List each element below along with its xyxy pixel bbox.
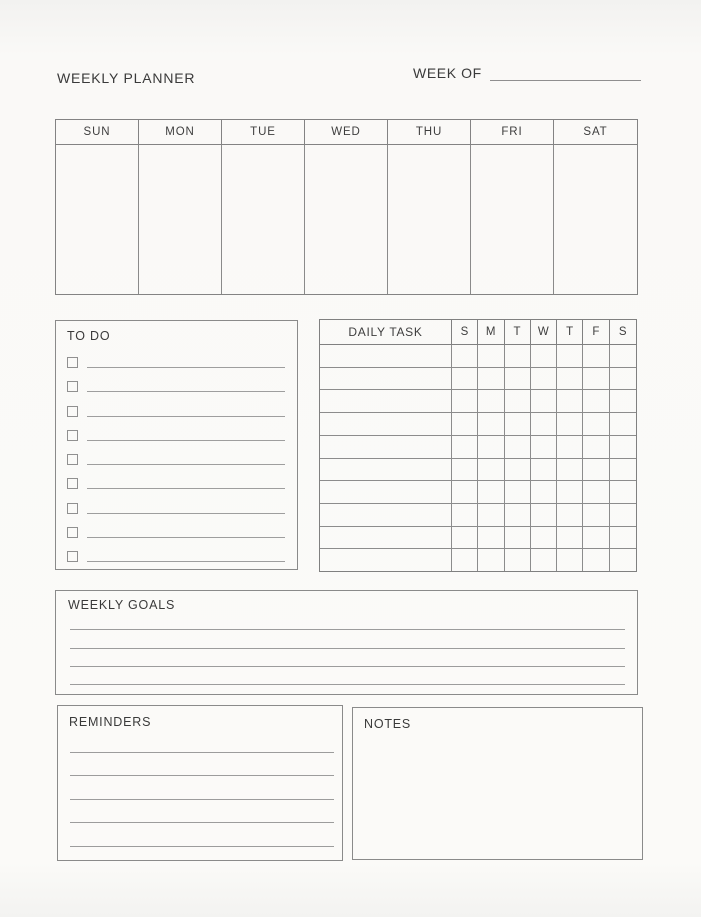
todo-checkbox[interactable]: [67, 551, 78, 562]
write-line[interactable]: [70, 776, 334, 800]
daily-task-day-cell[interactable]: [583, 504, 609, 526]
daily-task-day-cell[interactable]: [452, 345, 478, 367]
daily-task-day-cell[interactable]: [505, 481, 531, 503]
daily-task-day-cell[interactable]: [478, 459, 504, 481]
daily-task-row[interactable]: [320, 436, 636, 459]
daily-task-name-cell[interactable]: [320, 459, 452, 481]
todo-write-line[interactable]: [87, 537, 285, 538]
daily-task-day-cell[interactable]: [610, 527, 636, 549]
day-header-fri: FRI: [471, 120, 554, 144]
daily-task-day-cell[interactable]: [610, 345, 636, 367]
daily-task-day-cell[interactable]: [478, 527, 504, 549]
daily-task-name-cell[interactable]: [320, 436, 452, 458]
todo-item-row[interactable]: [56, 466, 297, 490]
daily-task-name-cell[interactable]: [320, 481, 452, 503]
write-line[interactable]: [70, 800, 334, 824]
daily-task-day-cell[interactable]: [610, 481, 636, 503]
daily-task-day-cell[interactable]: [531, 368, 557, 390]
day-initial-sat: S: [618, 326, 627, 338]
todo-write-line[interactable]: [87, 561, 285, 562]
todo-write-line[interactable]: [87, 513, 285, 514]
reminders-lines: [70, 729, 334, 847]
daily-task-day-cell[interactable]: [531, 527, 557, 549]
daily-task-day-cell[interactable]: [505, 413, 531, 435]
daily-task-day-cell[interactable]: [557, 504, 583, 526]
daily-task-day-cell[interactable]: [531, 549, 557, 571]
daily-task-name-cell[interactable]: [320, 504, 452, 526]
weekly-goals-heading: WEEKLY GOALS: [68, 598, 176, 612]
day-cell-fri[interactable]: [471, 145, 554, 294]
daily-task-body: [320, 345, 636, 571]
daily-task-day-cell[interactable]: [478, 368, 504, 390]
todo-write-line[interactable]: [87, 391, 285, 392]
todo-checkbox[interactable]: [67, 478, 78, 489]
daily-task-day-cell[interactable]: [478, 436, 504, 458]
day-header-tue: TUE: [222, 120, 305, 144]
daily-task-day-cell[interactable]: [531, 481, 557, 503]
daily-task-day-cell[interactable]: [557, 390, 583, 412]
daily-task-day-cell[interactable]: [583, 368, 609, 390]
daily-task-day-cell[interactable]: [452, 504, 478, 526]
daily-task-row[interactable]: [320, 549, 636, 571]
write-line[interactable]: [70, 612, 625, 630]
daily-task-day-cell[interactable]: [452, 549, 478, 571]
day-cell-sat[interactable]: [554, 145, 637, 294]
daily-task-day-cell[interactable]: [505, 549, 531, 571]
todo-write-line[interactable]: [87, 440, 285, 441]
daily-task-day-cell[interactable]: [531, 459, 557, 481]
daily-task-day-cell[interactable]: [610, 413, 636, 435]
daily-task-day-cell[interactable]: [478, 413, 504, 435]
daily-task-header: [320, 320, 636, 345]
daily-task-day-cell[interactable]: [610, 549, 636, 571]
daily-task-day-cell[interactable]: [505, 345, 531, 367]
day-cell-sun[interactable]: [56, 145, 139, 294]
daily-task-day-cell[interactable]: [557, 368, 583, 390]
daily-task-day-cell[interactable]: [610, 390, 636, 412]
day-cell-mon[interactable]: [139, 145, 222, 294]
page-title: WEEKLY PLANNER: [57, 70, 196, 86]
daily-task-day-cell[interactable]: [452, 390, 478, 412]
daily-task-day-cell[interactable]: [557, 413, 583, 435]
write-line[interactable]: [70, 823, 334, 847]
daily-task-day-cell[interactable]: [505, 368, 531, 390]
todo-item-row[interactable]: [56, 393, 297, 417]
daily-task-day-cell[interactable]: [478, 549, 504, 571]
day-initial-wed: W: [531, 320, 557, 344]
day-header-sun: SUN: [56, 120, 139, 144]
daily-task-name-cell[interactable]: [320, 390, 452, 412]
daily-task-day-cell[interactable]: [610, 504, 636, 526]
daily-task-name-cell[interactable]: [320, 368, 452, 390]
todo-write-line[interactable]: [87, 488, 285, 489]
daily-task-day-cell[interactable]: [583, 345, 609, 367]
day-cell-thu[interactable]: [388, 145, 471, 294]
daily-task-name-cell[interactable]: [320, 527, 452, 549]
daily-task-day-cell[interactable]: [583, 481, 609, 503]
day-initial-sun: S: [452, 320, 478, 344]
day-header-thu: THU: [388, 120, 471, 144]
daily-task-day-cell[interactable]: [557, 436, 583, 458]
todo-item-row[interactable]: [56, 345, 297, 369]
daily-task-day-cell[interactable]: [557, 345, 583, 367]
daily-task-table: [319, 319, 637, 572]
todo-write-line[interactable]: [87, 464, 285, 465]
daily-task-row[interactable]: [320, 459, 636, 482]
day-cell-tue[interactable]: [222, 145, 305, 294]
todo-checkbox[interactable]: [67, 381, 78, 392]
daily-task-row[interactable]: [320, 504, 636, 527]
daily-task-day-cell[interactable]: [531, 390, 557, 412]
daily-task-day-cell[interactable]: [452, 368, 478, 390]
todo-checkbox[interactable]: [67, 357, 78, 368]
daily-task-row[interactable]: [320, 527, 636, 550]
daily-task-day-cell[interactable]: [583, 527, 609, 549]
daily-task-day-cell[interactable]: [478, 481, 504, 503]
day-initial-tue: T: [505, 320, 531, 344]
week-table-header: [56, 120, 637, 145]
daily-task-row[interactable]: [320, 390, 636, 413]
todo-checkbox[interactable]: [67, 454, 78, 465]
daily-task-day-cell[interactable]: [531, 345, 557, 367]
daily-task-day-cell[interactable]: [557, 481, 583, 503]
todo-checkbox[interactable]: [67, 503, 78, 514]
week-table-body: [56, 145, 637, 294]
week-table: [55, 119, 638, 295]
weekly-goals-section: [55, 590, 638, 695]
daily-task-day-cell[interactable]: [583, 436, 609, 458]
write-line[interactable]: [70, 753, 334, 777]
daily-task-day-cell[interactable]: [531, 413, 557, 435]
daily-task-day-cell[interactable]: [531, 436, 557, 458]
daily-task-day-cell[interactable]: [557, 527, 583, 549]
todo-heading: TO DO: [67, 329, 111, 343]
daily-task-day-cell[interactable]: [583, 549, 609, 571]
daily-task-day-cell[interactable]: [452, 459, 478, 481]
todo-item-row[interactable]: [56, 442, 297, 466]
daily-task-day-cell[interactable]: [505, 390, 531, 412]
daily-task-day-cell[interactable]: [610, 436, 636, 458]
todo-item-row[interactable]: [56, 418, 297, 442]
weekly-goals-lines: [70, 612, 625, 685]
reminders-section: [57, 705, 343, 861]
daily-task-day-cell[interactable]: [610, 368, 636, 390]
daily-task-day-cell[interactable]: [452, 527, 478, 549]
day-header-sat: SAT: [583, 126, 608, 138]
week-of-input-line[interactable]: [490, 65, 641, 81]
daily-task-row[interactable]: [320, 413, 636, 436]
daily-task-row[interactable]: [320, 481, 636, 504]
day-initial-mon: M: [478, 320, 504, 344]
todo-checkbox[interactable]: [67, 406, 78, 417]
todo-list: [56, 343, 297, 569]
daily-task-day-cell[interactable]: [583, 413, 609, 435]
daily-task-day-cell[interactable]: [452, 413, 478, 435]
todo-write-line[interactable]: [87, 416, 285, 417]
daily-task-day-cell[interactable]: [505, 527, 531, 549]
daily-task-day-cell[interactable]: [478, 345, 504, 367]
daily-task-row[interactable]: [320, 368, 636, 391]
daily-task-day-cell[interactable]: [610, 459, 636, 481]
day-cell-wed[interactable]: [305, 145, 388, 294]
daily-task-day-cell[interactable]: [583, 390, 609, 412]
daily-task-day-cell[interactable]: [452, 481, 478, 503]
daily-task-row[interactable]: [320, 345, 636, 368]
write-line[interactable]: [70, 649, 625, 667]
reminders-heading: REMINDERS: [69, 715, 152, 729]
day-initial-fri: F: [583, 320, 609, 344]
daily-task-day-cell[interactable]: [531, 504, 557, 526]
daily-task-day-cell[interactable]: [505, 504, 531, 526]
daily-task-day-cell[interactable]: [505, 436, 531, 458]
notes-section[interactable]: [352, 707, 643, 860]
daily-task-day-cell[interactable]: [478, 390, 504, 412]
todo-checkbox[interactable]: [67, 430, 78, 441]
week-of-field: [413, 65, 641, 81]
todo-checkbox[interactable]: [67, 527, 78, 538]
day-header-mon: MON: [139, 120, 222, 144]
daily-task-day-cell[interactable]: [583, 459, 609, 481]
daily-task-name-cell[interactable]: [320, 549, 452, 571]
week-of-label: WEEK OF: [413, 65, 482, 81]
daily-task-name-cell[interactable]: [320, 413, 452, 435]
todo-section: [55, 320, 298, 570]
write-line[interactable]: [70, 667, 625, 685]
todo-item-row[interactable]: [56, 490, 297, 514]
daily-task-day-cell[interactable]: [557, 549, 583, 571]
daily-task-heading: DAILY TASK: [320, 320, 452, 344]
daily-task-day-cell[interactable]: [557, 459, 583, 481]
day-header-wed: WED: [305, 120, 388, 144]
daily-task-name-cell[interactable]: [320, 345, 452, 367]
todo-item-row[interactable]: [56, 515, 297, 539]
todo-item-row[interactable]: [56, 539, 297, 563]
write-line[interactable]: [70, 630, 625, 648]
day-initial-thu: T: [557, 320, 583, 344]
write-line[interactable]: [70, 729, 334, 753]
notes-heading: NOTES: [364, 717, 412, 731]
todo-item-row[interactable]: [56, 369, 297, 393]
daily-task-day-cell[interactable]: [505, 459, 531, 481]
daily-task-day-cell[interactable]: [478, 504, 504, 526]
todo-write-line[interactable]: [87, 367, 285, 368]
daily-task-day-cell[interactable]: [452, 436, 478, 458]
